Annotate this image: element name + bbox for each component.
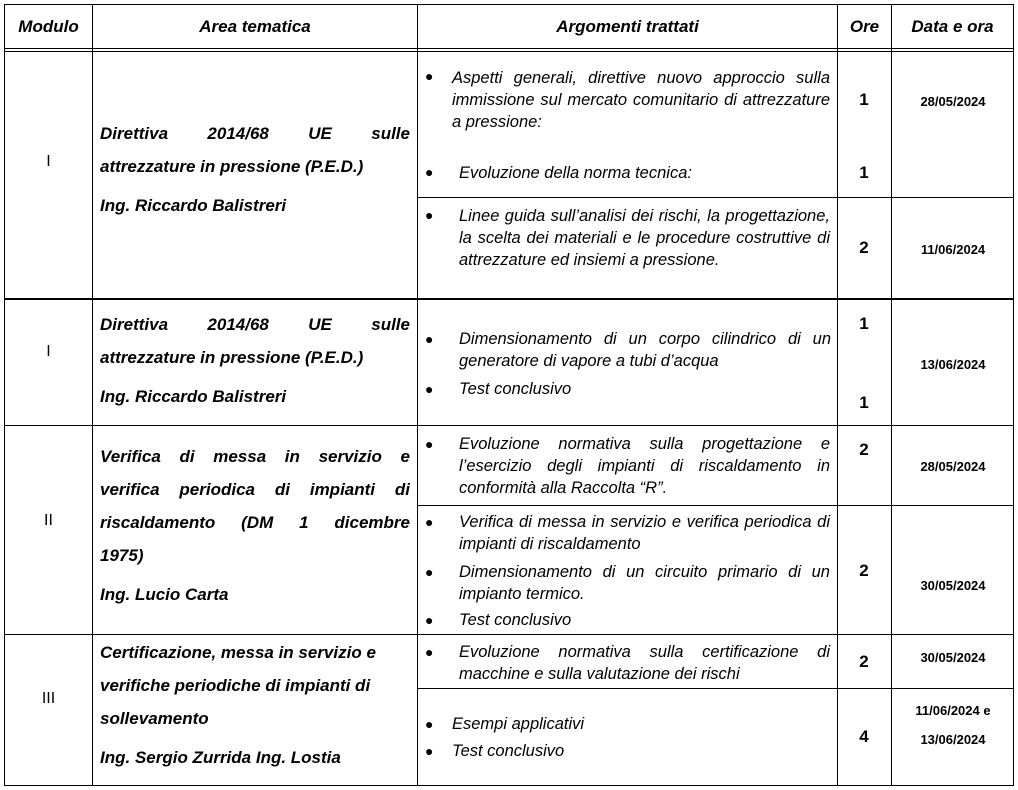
argomento-item: Test conclusivo bbox=[459, 611, 572, 629]
header-divider bbox=[4, 51, 1014, 52]
bullet-icon: ● bbox=[425, 381, 434, 397]
header-modulo: Modulo bbox=[18, 17, 79, 36]
bullet-icon: ● bbox=[425, 207, 434, 223]
header-area: Area tematica bbox=[199, 17, 311, 36]
bullet-icon: ● bbox=[425, 716, 434, 732]
row-divider bbox=[4, 425, 1014, 426]
argomento-item: Aspetti generali, direttive nuovo approccio sulla immissione sul mercato comunitario di attrezzature a pressione: bbox=[452, 69, 830, 131]
area-cell bbox=[100, 117, 410, 222]
area-line: verifica periodica di impianti di bbox=[100, 480, 410, 499]
bullet-icon: ● bbox=[425, 514, 434, 530]
area-cell bbox=[100, 636, 410, 774]
argomento-item: Test conclusivo bbox=[459, 380, 572, 398]
table-border-top bbox=[4, 4, 1014, 5]
bullet-icon: ● bbox=[425, 743, 434, 759]
area-line: Ing. Riccardo Balistreri bbox=[100, 387, 287, 406]
argomento-item: Evoluzione normativa sulla certificazione di macchine e sulla valutazione dei rischi bbox=[459, 643, 830, 683]
row-divider bbox=[4, 634, 1014, 635]
date-cell: 13/06/2024 bbox=[920, 357, 986, 372]
ore-cell: 2 bbox=[859, 238, 869, 257]
bullet-icon: ● bbox=[425, 436, 434, 452]
date-cell: 30/05/2024 bbox=[920, 650, 986, 665]
modulo-cell: III bbox=[41, 690, 56, 707]
argomento-item: Esempi applicativi bbox=[452, 715, 585, 733]
col-border bbox=[4, 4, 5, 786]
date-cell: 30/05/2024 bbox=[920, 578, 986, 593]
col-border bbox=[417, 4, 418, 786]
area-line: Direttiva 2014/68 UE sulle bbox=[100, 124, 410, 143]
ore-cell: 2 bbox=[859, 440, 869, 459]
row-divider bbox=[4, 298, 1014, 300]
date-cell: 28/05/2024 bbox=[920, 459, 986, 474]
area-line: Verifica di messa in servizio e bbox=[100, 447, 410, 466]
col-border bbox=[92, 4, 93, 786]
modulo-cell: I bbox=[46, 343, 51, 360]
bullet-icon: ● bbox=[425, 612, 434, 628]
argomento-item: Linee guida sull’analisi dei rischi, la progettazione, la scelta dei materiali e le procedure costruttive di attrezzature ed insiemi a pressione. bbox=[459, 207, 830, 269]
ore-cell: 1 bbox=[859, 163, 869, 182]
ore-cell: 1 bbox=[859, 393, 869, 412]
argomento-item: Evoluzione normativa sulla progettazione e l’esercizio degli impianti di riscaldamento in conformità alla Raccolta “R”. bbox=[459, 435, 830, 497]
table-border-bottom bbox=[4, 785, 1014, 786]
date-cell: 11/06/2024 e bbox=[915, 703, 991, 718]
argomento-item: Dimensionamento di un circuito primario di un impianto termico. bbox=[459, 563, 830, 603]
area-cell bbox=[100, 308, 410, 413]
header-divider bbox=[4, 48, 1014, 49]
argomento-item: Evoluzione della norma tecnica: bbox=[459, 164, 692, 182]
ore-cell: 4 bbox=[859, 727, 869, 746]
area-line: Certificazione, messa in servizio e bbox=[100, 643, 376, 662]
area-line: attrezzature in pressione (P.E.D.) bbox=[100, 348, 364, 367]
date-cell: 11/06/2024 bbox=[920, 242, 986, 257]
area-line: sollevamento bbox=[100, 709, 209, 728]
area-line: verifiche periodiche di impianti di bbox=[100, 676, 371, 695]
ore-cell: 2 bbox=[859, 561, 869, 580]
bullet-icon: ● bbox=[425, 68, 434, 84]
argomento-item: Test conclusivo bbox=[452, 742, 565, 760]
bullet-icon: ● bbox=[425, 564, 434, 580]
date-cell: 28/05/2024 bbox=[920, 94, 986, 109]
argomento-item: Dimensionamento di un corpo cilindrico di un generatore di vapore a tubi d’acqua bbox=[459, 330, 831, 370]
date-cell: 13/06/2024 bbox=[920, 732, 986, 747]
area-line: Ing. Sergio Zurrida Ing. Lostia bbox=[100, 748, 341, 767]
area-line: attrezzature in pressione (P.E.D.) bbox=[100, 157, 364, 176]
header-argomenti: Argomenti trattati bbox=[556, 17, 699, 36]
bullet-icon: ● bbox=[425, 164, 434, 180]
argomento-item: Verifica di messa in servizio e verifica periodica di impianti di riscaldamento bbox=[459, 513, 830, 553]
modulo-cell: II bbox=[44, 512, 53, 529]
subrow-divider bbox=[418, 197, 1014, 198]
area-cell bbox=[100, 440, 410, 611]
area-line: 1975) bbox=[100, 546, 144, 565]
modulo-cell: I bbox=[46, 153, 51, 170]
subrow-divider bbox=[418, 505, 1014, 506]
ore-cell: 1 bbox=[859, 90, 869, 109]
ore-cell: 1 bbox=[859, 314, 869, 333]
area-line: riscaldamento (DM 1 dicembre bbox=[100, 513, 410, 532]
subrow-divider bbox=[418, 688, 1014, 689]
area-line: Direttiva 2014/68 UE sulle bbox=[100, 315, 410, 334]
col-border bbox=[891, 4, 892, 786]
header-ore: Ore bbox=[849, 17, 880, 36]
area-line: Ing. Riccardo Balistreri bbox=[100, 196, 287, 215]
header-data: Data e ora bbox=[911, 17, 994, 36]
ore-cell: 2 bbox=[859, 652, 869, 671]
col-border bbox=[1013, 4, 1014, 786]
bullet-icon: ● bbox=[425, 331, 434, 347]
area-line: Ing. Lucio Carta bbox=[100, 585, 229, 604]
bullet-icon: ● bbox=[425, 644, 434, 660]
